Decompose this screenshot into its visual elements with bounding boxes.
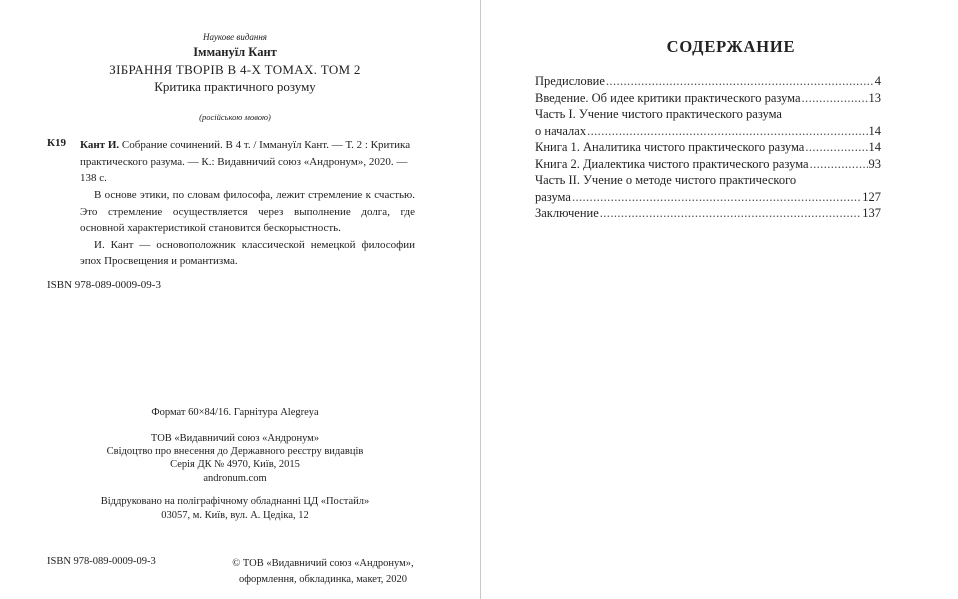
toc-page-number: 4 [874,74,881,88]
isbn-top: ISBN 978-089-0009-09-3 [47,279,161,291]
toc-leader-dots [606,73,874,90]
toc-page-number: 14 [868,123,881,138]
abstract-paragraph: И. Кант — основоположник классической немецкой философии эпох Просвещения и романтизма. [80,238,415,267]
language-note: (російською мовою) [199,112,271,122]
toc-entry[interactable] [535,73,881,90]
toc-entry-label: Введение. Об идее критики практического разума [535,90,801,105]
toc-leader-dots [805,139,867,156]
catalog-text: Собрание сочинений. В 4 т. / Іммануїл Кант. — Т. 2 : Критика практического разума. — К.: Видавничий союз «Андронум», 2020. — 138 с. [80,139,411,184]
toc-row [535,189,881,206]
toc-row [535,90,881,107]
toc-entry[interactable] [535,90,881,107]
toc-row [535,123,881,140]
toc-row [535,205,881,222]
toc-leader-dots [802,90,868,107]
toc-entry[interactable] [535,106,881,139]
toc-page-number: 127 [862,189,881,204]
publisher-info [20,432,450,485]
printer-address: 03057, м. Київ, вул. А. Цедіка, 12 [161,510,309,521]
abstract [80,187,415,270]
catalog-entry [80,137,415,187]
toc-leader-dots [572,189,861,206]
right-page [481,0,958,599]
toc-entry-title-line: Часть I. Учение чистого практического разума [535,107,782,121]
publisher-line: Свідоцтво про внесення до Державного реєстру видавців [106,446,364,458]
copyright-line: © ТОВ «Видавничий союз «Андронум», [232,558,414,569]
printer-line: Віддруковано на поліграфічному обладнанні ЦД «Постайл» [100,496,370,507]
copyright-line: оформлення, обкладинка, макет, 2020 [238,573,408,585]
toc-page-number: 137 [862,206,881,220]
publisher-website: andronum.com [203,472,267,484]
toc-entry-title-line: Часть II. Учение о методе чистого практического [535,173,797,187]
toc-entry[interactable] [535,172,881,205]
isbn-bottom: ISBN 978-089-0009-09-3 [47,556,156,567]
toc-page-number: 93 [868,156,881,171]
printer-info [20,495,450,523]
toc-row [535,156,881,173]
abstract-paragraph: В основе этики, по словам философа, лежит стремление к счастью. Это стремление осуществляется через выполнение долга, где основной характеристикой становится бескорыстность. [80,189,415,234]
toc-entry[interactable] [535,139,881,156]
toc-entry-label: Книга 2. Диалектика чистого практического разума [535,156,809,171]
toc-page-number: 13 [868,90,881,105]
toc-leader-dots [587,123,867,140]
series-title: ЗІБРАННЯ ТВОРІВ В 4-Х ТОМАХ. ТОМ 2 [109,62,361,77]
table-of-contents [535,73,881,222]
toc-leader-dots [810,156,868,173]
catalog-code: К19 [47,137,66,149]
toc-entry[interactable] [535,205,881,222]
toc-entry-label: разума [535,189,571,204]
toc-row [535,139,881,156]
toc-entry-label: Книга 1. Аналитика чистого практического разума [535,140,805,154]
copyright [228,556,418,587]
toc-entry-label: Заключение [535,206,599,220]
toc-page-number: 14 [868,140,881,154]
publication-type: Наукове видання [203,32,267,42]
toc-leader-dots [600,205,862,222]
publisher-line: ТОВ «Видавничий союз «Андронум» [150,433,320,444]
toc-title: СОДЕРЖАНИЕ [666,37,796,56]
author-name: Іммануїл Кант [193,45,277,59]
work-title: Критика практичного розуму [154,79,316,94]
toc-entry-label: Предисловие [535,74,605,88]
catalog-author: Кант И. [80,139,120,151]
publisher-line: Серія ДК № 4970, Київ, 2015 [170,459,300,471]
toc-entry-label: о началах [535,123,587,138]
toc-entry[interactable] [535,156,881,173]
format-line: Формат 60×84/16. Гарнітура Alegreya [151,407,319,418]
toc-row [535,73,881,90]
